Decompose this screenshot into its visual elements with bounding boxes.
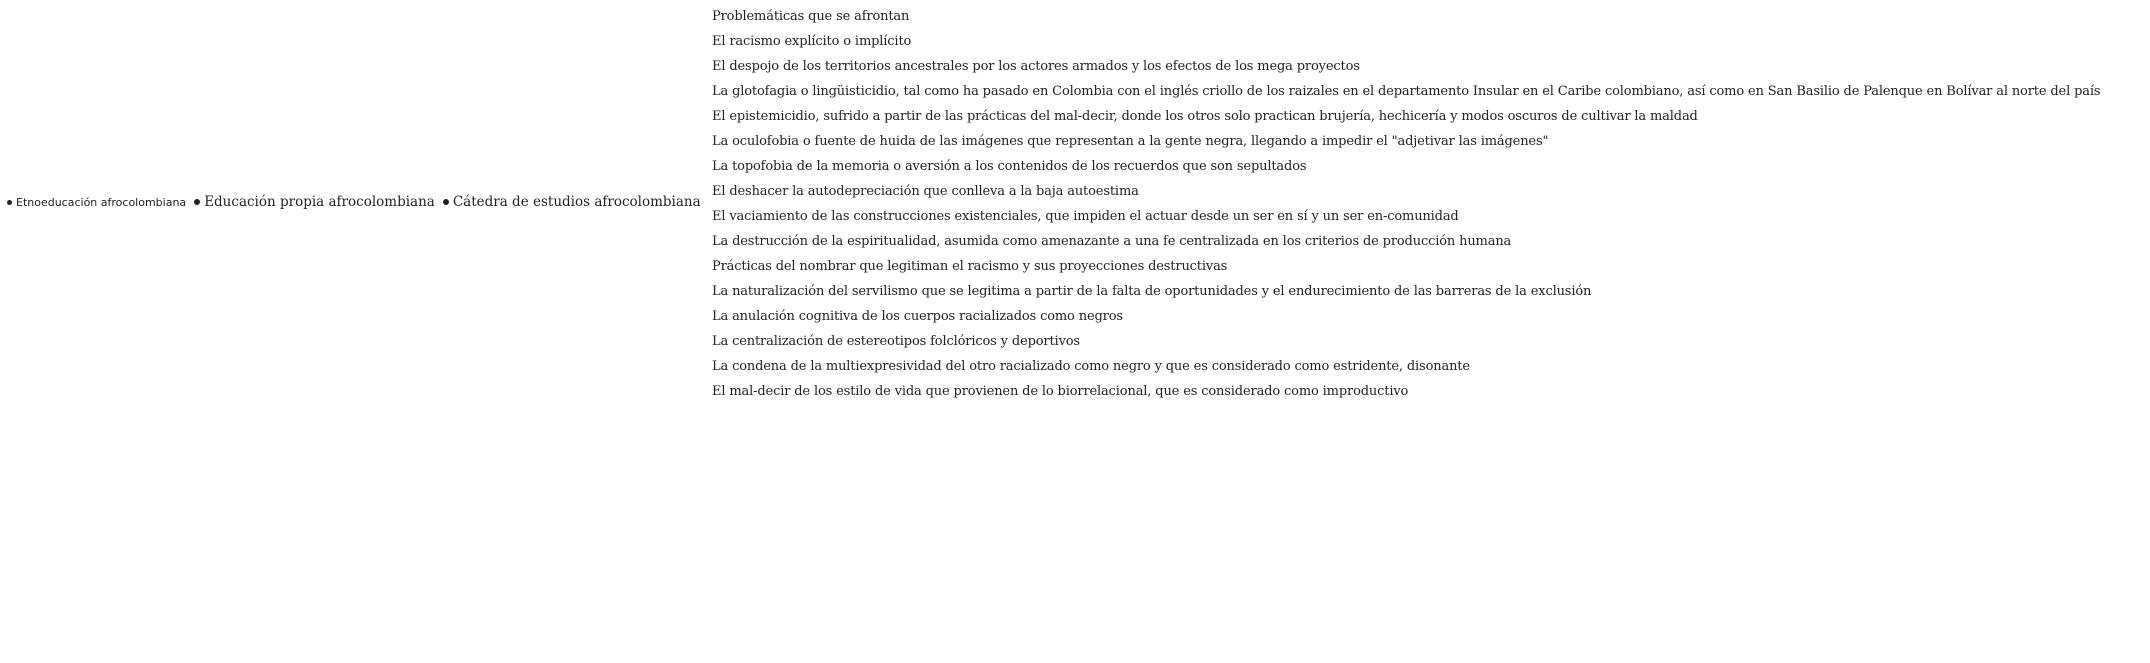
concept-chain (7, 194, 709, 210)
list-item: La oculofobia o fuente de huida de las imágenes que representan a la gente negra, llegando a impedir el "adjetivar las imágenes" (712, 134, 1549, 149)
bullet-dot (7, 200, 12, 205)
chain-node-label: Cátedra de estudios afrocolombiana (452, 194, 701, 210)
list-item: El despojo de los territorios ancestrales por los actores armados y los efectos de los mega proyectos (712, 59, 1360, 74)
list-item: El vaciamiento de las construcciones existenciales, que impiden el actuar desde un ser en sí y un ser en-comunidad (712, 209, 1459, 224)
list-item: La condena de la multiexpresividad del otro racializado como negro y que es considerado como estridente, disonante (712, 359, 1470, 374)
list-item: La naturalización del servilismo que se legitima a partir de la falta de oportunidades y el endurecimiento de las barreras de la exclusión (712, 284, 1592, 299)
list-item: La anulación cognitiva de los cuerpos racializados como negros (712, 309, 1123, 324)
problems-title: Problemáticas que se afrontan (712, 9, 910, 24)
chain-node-etnoeducacion (7, 196, 186, 209)
chain-node-label: Etnoeducación afrocolombiana (16, 195, 187, 209)
list-item: La centralización de estereotipos folclóricos y deportivos (712, 334, 1080, 349)
list-item: Prácticas del nombrar que legitiman el racismo y sus proyecciones destructivas (712, 259, 1228, 274)
chain-node-educacion-propia (194, 194, 435, 210)
list-item: El racismo explícito o implícito (712, 34, 912, 49)
list-item: La destrucción de la espiritualidad, asumida como amenazante a una fe centralizada en los criterios de producción humana (712, 234, 1512, 249)
list-item: La glotofagia o lingüisticidio, tal como ha pasado en Colombia con el inglés criollo de los raizales en el departamento Insular en el Caribe colombiano, así como en San Basilio de Palenque en Bolívar al norte del país (712, 84, 2101, 99)
list-item: La topofobia de la memoria o aversión a los contenidos de los recuerdos que son sepultados (712, 159, 1307, 174)
bullet-dot (194, 199, 200, 205)
list-item: El mal-decir de los estilo de vida que provienen de lo biorrelacional, que es considerado como improductivo (712, 384, 1409, 399)
chain-node-catedra (443, 194, 701, 210)
chain-node-label: Educación propia afrocolombiana (204, 194, 435, 210)
problems-list (712, 6, 2100, 406)
bullet-dot (443, 199, 449, 205)
list-item: El epistemicidio, sufrido a partir de las prácticas del mal-decir, donde los otros solo practican brujería, hechicería y modos oscuros de cultivar la maldad (712, 109, 1698, 124)
list-item: El deshacer la autodepreciación que conlleva a la baja autoestima (712, 184, 1139, 199)
